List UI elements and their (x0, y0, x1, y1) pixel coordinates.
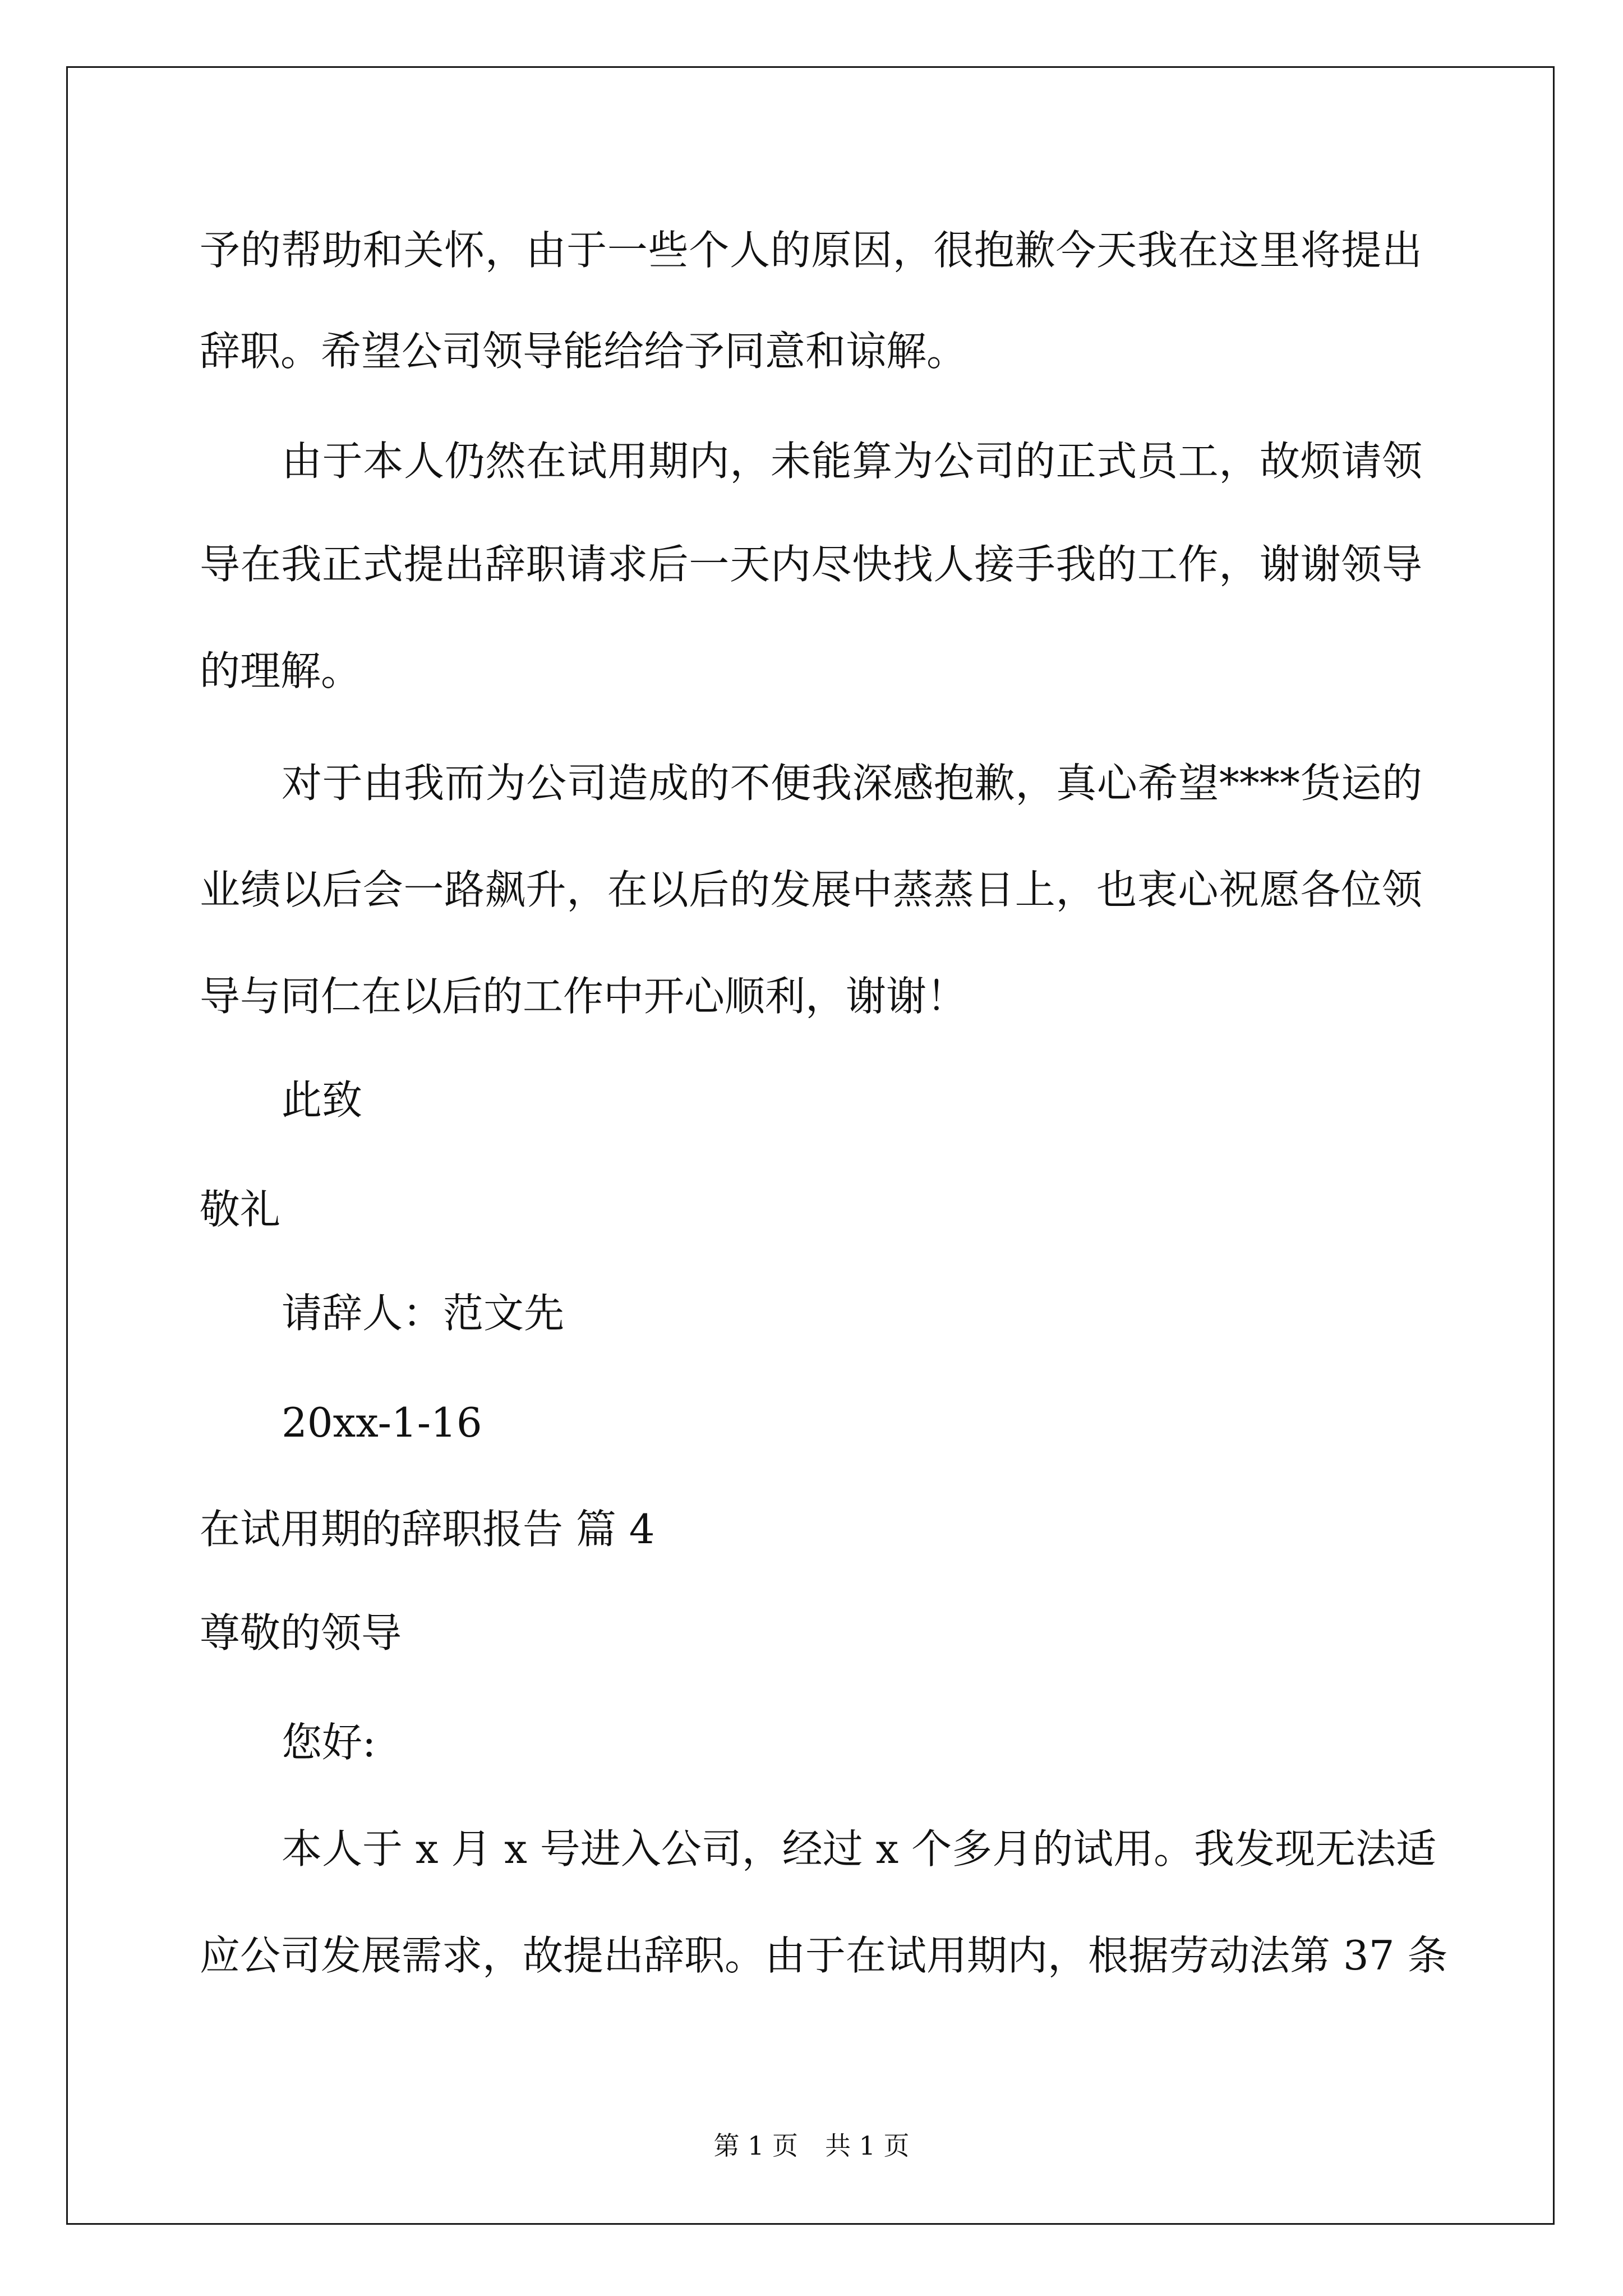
body-line: 业绩以后会一路飙升，在以后的发展中蒸蒸日上，也衷心祝愿各位领 (200, 866, 1422, 913)
body-line: 本人于 x 月 x 号进入公司，经过 x 个多月的试用。我发现无法适 (282, 1825, 1437, 1872)
page-number: 第 1 页 (713, 2131, 798, 2161)
closing-regards: 敬礼 (200, 1186, 281, 1233)
signature-line: 请辞人：范文先 (282, 1290, 565, 1337)
body-line: 应公司发展需求，故提出辞职。由于在试用期内，根据劳动法第 37 条 (200, 1932, 1448, 1979)
greeting-line: 您好: (282, 1719, 376, 1766)
recipient-line: 尊敬的领导 (200, 1609, 402, 1657)
body-line: 导与同仁在以后的工作中开心顺利，谢谢！ (200, 973, 967, 1020)
body-line: 导在我正式提出辞职请求后一天内尽快找人接手我的工作，谢谢领导 (200, 541, 1422, 588)
date-line: 20xx-1-16 (282, 1399, 482, 1446)
closing-salutation: 此致 (282, 1076, 363, 1124)
body-line: 对于由我而为公司造成的不便我深感抱歉，真心希望****货运的 (282, 760, 1422, 807)
page-border (66, 66, 1555, 2225)
section-heading: 在试用期的辞职报告 篇 4 (200, 1506, 655, 1553)
body-line: 的理解。 (200, 647, 362, 694)
body-line: 予的帮助和关怀，由于一些个人的原因，很抱歉今天我在这里将提出 (200, 227, 1422, 274)
body-line: 由于本人仍然在试用期内，未能算为公司的正式员工，故烦请领 (282, 438, 1422, 485)
body-line: 辞职。希望公司领导能给给予同意和谅解。 (200, 328, 967, 375)
page-footer (0, 2133, 1623, 2159)
page-total: 共 1 页 (825, 2131, 910, 2161)
